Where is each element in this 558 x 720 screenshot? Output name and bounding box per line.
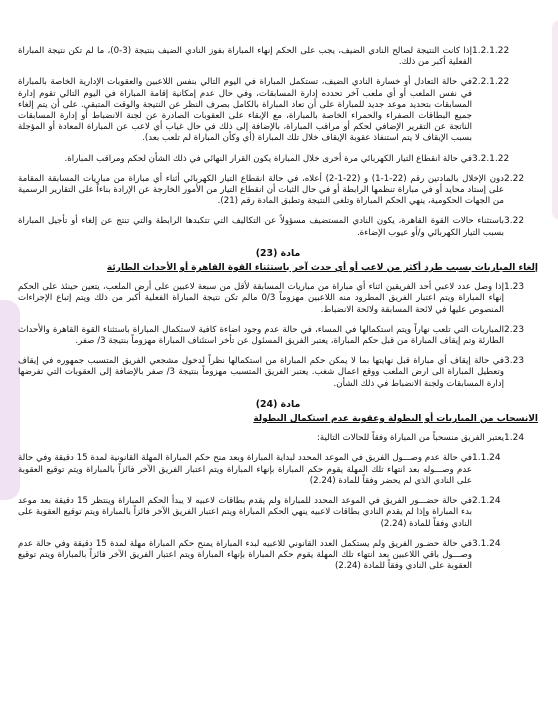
clause-3-2-1-22 (18, 154, 510, 165)
clause-number: 3.22 (504, 216, 525, 227)
clause-text: إذا كانت النتيجة لصالح النادي الضيف، يجب على الحكم إنهاء المباراة بفوز النادي الضيف بنتيجة (3-0)، ما لم تكن نتيجة المباراة الفعلية أكبر من ذلك. (18, 46, 472, 68)
sub-clauses-22-1 (18, 46, 538, 165)
clause-text: يعتبر الفريق منسحباً من المباراة وفقاً للحالات التالية: (316, 433, 504, 444)
clause-text: باستثناء حالات القوة القاهرة، يكون النادي المستضيف مسؤولاً عن التكاليف التي تتكبدها الرابطة والتي تنتج عن إلغاء أو تأجيل المباراة بسبب التيار الكهربائي و/أو عيوب الإضاءة. (18, 216, 504, 238)
clause-number: 1.24 (504, 433, 525, 444)
clause-2-22 (18, 174, 538, 208)
clause-number: 3.23 (504, 356, 525, 367)
clause-text: في حالة انقطاع التيار الكهربائي مرة أخرى خلال المباراة يكون القرار النهائي في ذلك الشأن لحكم ومراقب المباراة. (64, 153, 472, 164)
clause-number: 3.1.24 (472, 538, 501, 549)
clause-2-23 (18, 325, 538, 347)
clause-3-23 (18, 356, 538, 390)
clause-number: 2.23 (504, 324, 525, 335)
clause-text: في حالة حضـــور الفريق في الموعد المحدد للمباراة ولم يقدم بطاقات لاعبيه لا يبدأ الحكم المباراة وينتظر 15 دقيقة بعد موعد بدء المباراة وإذا لم يقدم النادي بطاقات لاعبيه ينهي الحكم المباراة ويتم اعتبار الفريق الآخر فائزاً بالمباراة ويتم توقيع العقوبة على النادي وفقاً للمادة (2.24) (18, 496, 472, 529)
clause-3-22 (18, 216, 538, 238)
clause-text: في حالة حضـور الفريق ولم يستكمل العدد القانوني للاعبيه لبدء المباراة يمنح حكم المباراة مهلة لمدة 15 دقيقة وفي حالة عدم وصـــول باقي اللاعبين بعد انتهاء تلك المهلة يقوم حكم المباراة بإنهاء المباراة ويتم اعتبار الفريق الآخر فائزاً بالمباراة ويتم توقيع العقوبة على النادي وفقاً للمادة (2.24) (18, 538, 472, 572)
sub-clauses-24-1 (18, 453, 538, 572)
clause-1-24 (18, 433, 538, 444)
clause-number: 1.23 (504, 282, 525, 293)
clause-text: المباريات التي تلعب نهاراً ويتم استكمالها في المساء، في حالة عدم وجود اضاءة كافية لاستكمال المباراة باستثناء القوة القاهرة والأحداث الطارئة وتم إيقاف المباراة من قبل حكم المباراة، يعتبر الفريق المسئول عن تأخر استئناف المباراة مهزوماً بنتيجة 3/ صفر. (18, 324, 504, 347)
clause-number: 1.2.1.22 (472, 46, 510, 56)
watermark-shape-right (552, 20, 558, 220)
clause-1-2-1-22 (18, 46, 510, 68)
article-23-title: مادة (23) (255, 247, 301, 259)
article-24-subtitle: الانسحاب من المباريات أو البطولة وعقوبة عدم استكمال البطولة (253, 414, 538, 425)
clause-2-1-24 (18, 496, 510, 530)
clause-2-2-1-22 (18, 77, 510, 144)
clause-text: في حالة التعادل أو خسارة النادي الضيف، تستكمل المباراة في اليوم التالي بنفس اللاعبين والعقوبات الإدارية الخاصة بالمباراة في نفس الملعب أو أي ملعب آخر تحدده إدارة المسابقات، وفي حال عدم إمكانية إقامة المباراة في اليوم التالي تقوم إدارة المسابقات بتحديد موعد جديد للمباراة على أن تعاد المباراة بالكامل بصرف النظر عن النتيجة والوقت المتبقي. على أن يتم إلغاء جميع البطاقات الصفراء والحمراء الخاصة بالمباراة، مع الإبقاء على العقوبات الصادرة عن لجنة الانضباط أو إدارة المسابقات الناتجة عن التقرير الإضافي لحكم أو مراقب المباراة، بالإضافة إلى ذلك في حال غياب أي لاعب عن المباراة المعادة أو المؤجلة بسبب الإيقاف لا يتم استنفاذ عقوبة الإيقاف خلال تلك المباراة (أي وكأن المباراة لم تلعب بعد). (18, 77, 472, 144)
clause-1-1-24 (18, 453, 510, 487)
document-content (18, 46, 538, 581)
clause-text: في حالة إيقاف أي مباراة قبل نهايتها بما لا يمكن حكم المباراة من استكمالها نظراً لدخول مشجعي الفريق المتسبب جمهوره في إيقاف وتعطيل المباراة الى ارض الملعب ووقع اعمال شغب. يعتبر الفريق المتسبب مهزوماً بنتيجة 3/ صفر بالإضافة إلى العقوبات التي تفرضها إدارة المسابقات ولجنة الانضباط في ذلك الشأن. (18, 356, 504, 389)
clause-3-1-24 (18, 539, 510, 573)
clause-1-23 (18, 282, 538, 316)
article-24-title: مادة (24) (255, 398, 301, 410)
article-23-subtitle: إلغاء المباريات بسبب طرد أكثر من لاعب أو أي حدث آخر باستثناء القوة القاهرة أو الأحداث الطارئة (106, 263, 538, 274)
clause-number: 2.1.24 (472, 496, 501, 507)
clause-text: إذا وصل عدد لاعبي أحد الفريقين اثناء أي مباراة من مباريات المسابقة لأقل من سبعة لاعبين على أرض الملعب، يتعين حينئذ على الحكم إنهاء المباراة ويتم اعتبار الفريق المطرود منه اللاعبين مهزوماً 0/3 مالم تكن نتيجة المباراة الفعلية أكبر من ذلك ويتم إتباع الإجراءات المنصوص عليها في لائحة المسابقة ولائحة الانضباط. (18, 282, 505, 315)
clause-number: 1.1.24 (472, 453, 501, 464)
clause-number: 2.22 (504, 173, 525, 184)
clause-text: دون الإخلال بالمادتين رقم (22-1-1) و (22-1-2) أعلاه، في حالة انقطاع التيار الكهربائي أثناء أي مباراة من مباريات المسابقة المقامة على إستاد محايد أو في مباراة تنظمها الرابطة أو في حال الثبات أن انقطاع التيار من الأمور الخارجة عن الإرادة بناءاً على التقارير الرسمية من الجهات الحكومية، ينهي الحكم المباراة وتلغى النتيجة وتطبق المادة رقم (21). (18, 173, 504, 207)
clause-text: في حالة عدم وصـــول الفريق في الموعد المحدد لبداية المباراة وبعد منح حكم المباراة المهلة القانونية لمدة 15 دقيقة وفي حالة عدم وصـــوله بعد انتهاء تلك المهلة يقوم حكم المباراة بإنهاء المباراة ويتم اعتبار الفريق الآخر فائزاً بالمباراة ويتم توقيع العقوبة على النادي الذي لم يحضر وفقاً للمادة (2.24) (18, 453, 472, 486)
watermark-shape-left (0, 300, 20, 500)
clause-number: 2.2.1.22 (472, 77, 510, 88)
clause-number: 3.2.1.22 (472, 153, 510, 164)
